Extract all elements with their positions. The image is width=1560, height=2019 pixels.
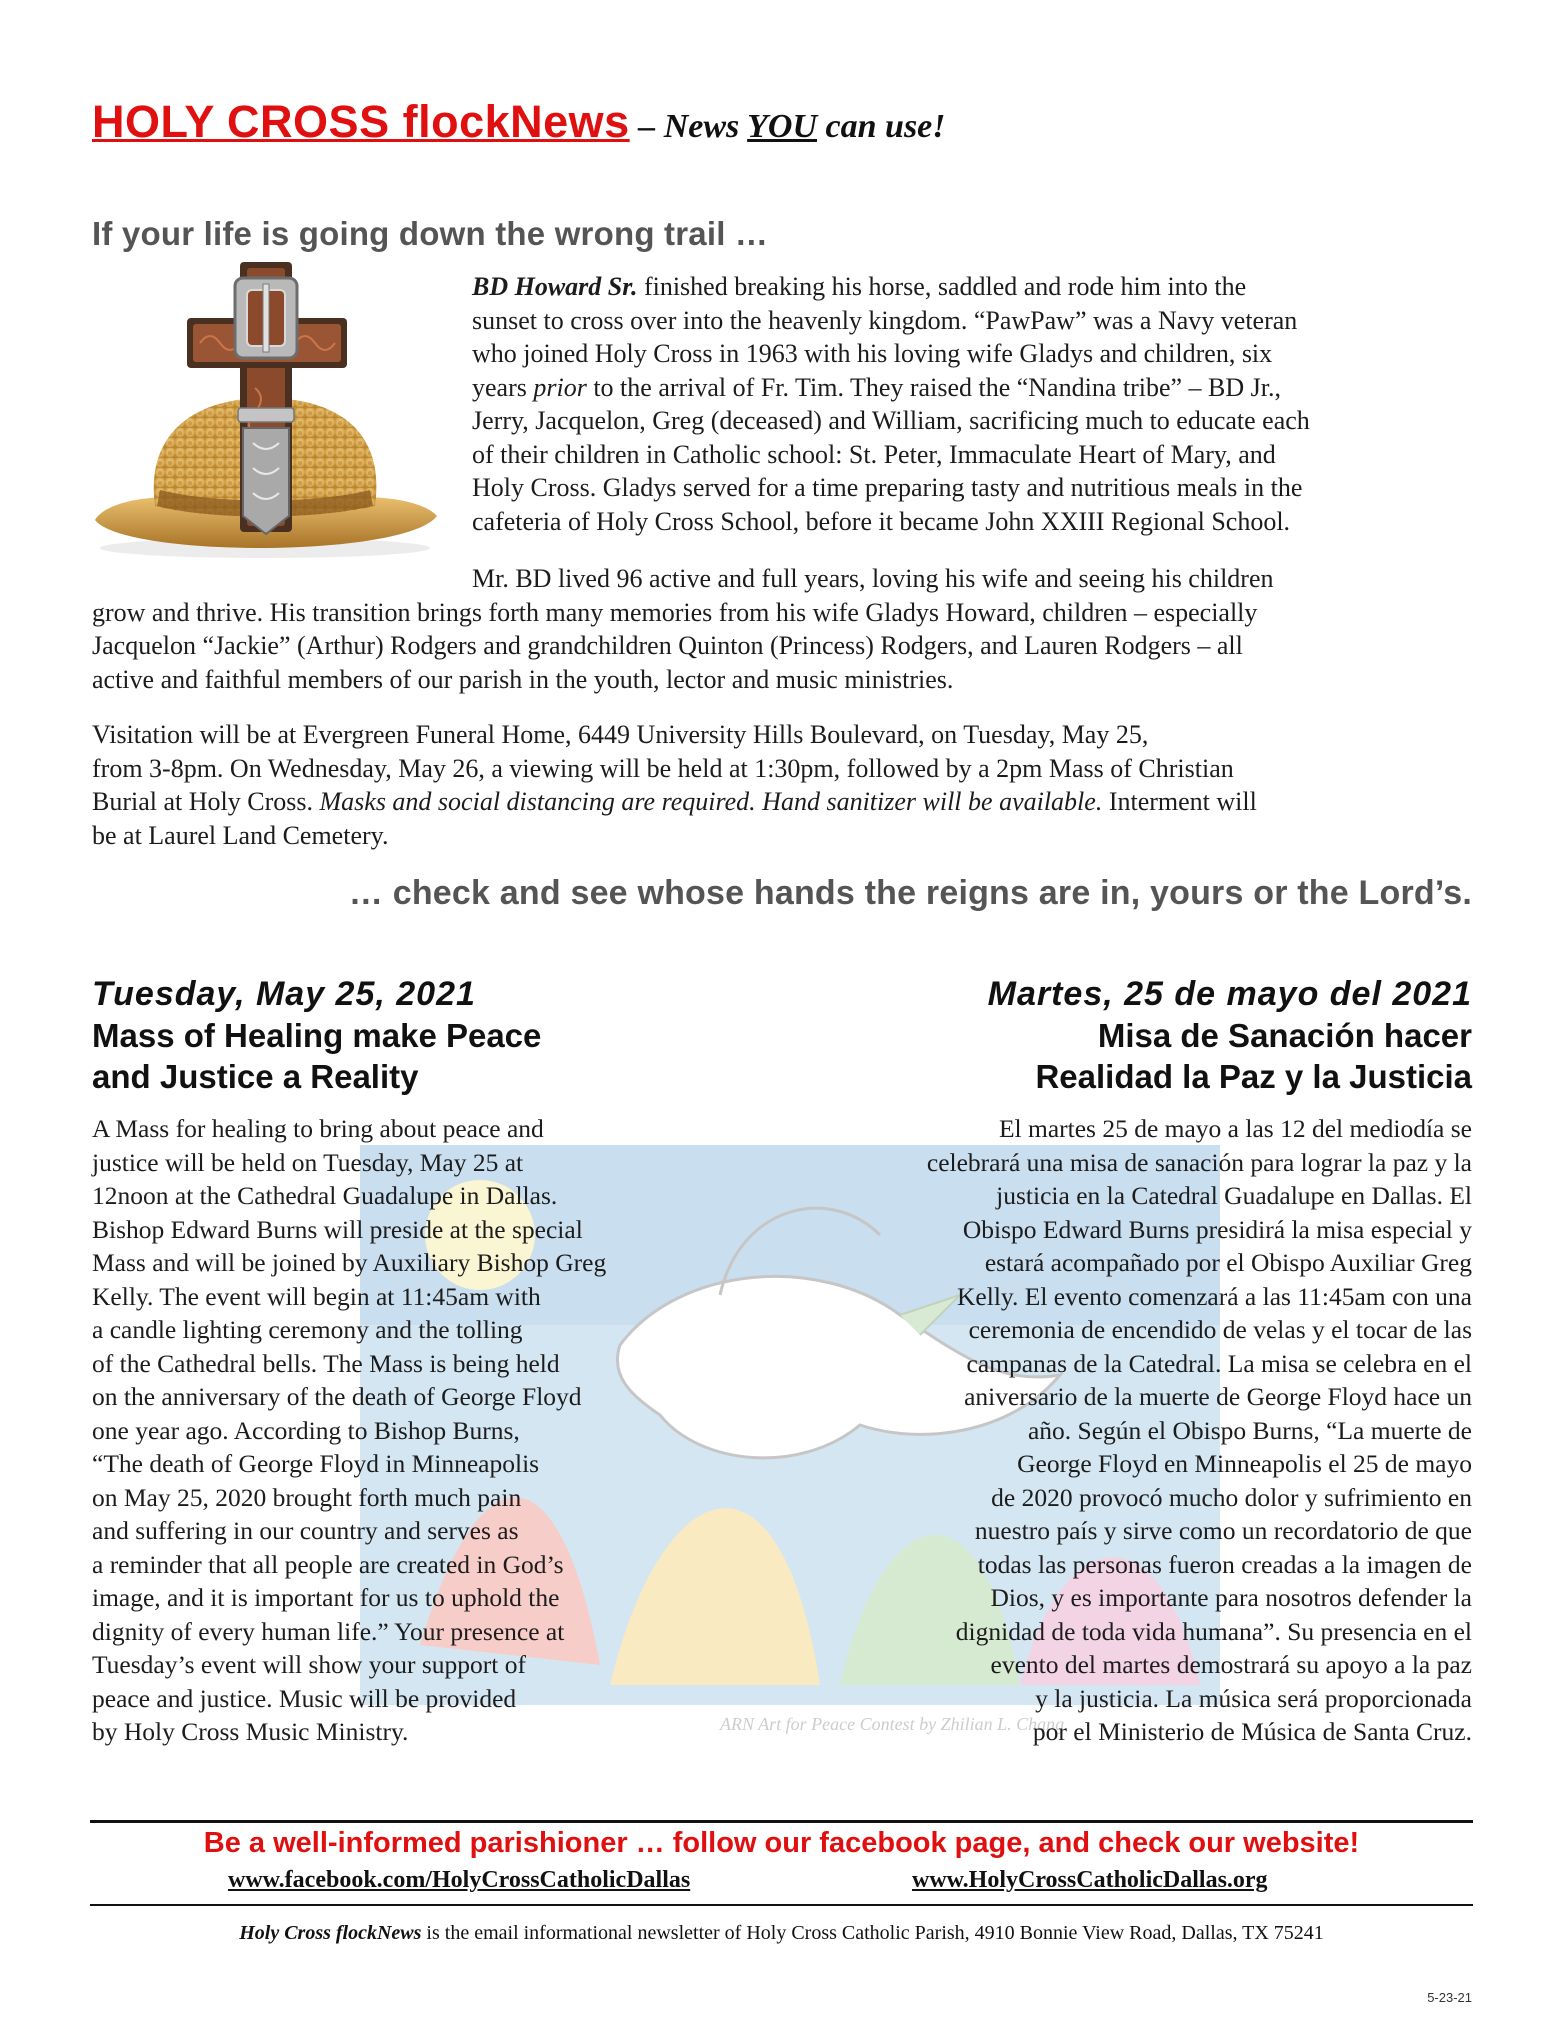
p3-italic-notice: Masks and social distancing are required. Hand sanitizer will be available. bbox=[319, 787, 1103, 816]
footer-note bbox=[90, 1922, 1473, 1945]
spanish-body-line: Dios, y es importante para nosotros defender la bbox=[990, 1583, 1472, 1612]
spanish-body-line: evento del martes demostrará su apoyo a la paz bbox=[990, 1650, 1472, 1679]
spanish-body-line: Kelly. El evento comenzará a las 11:45am con una bbox=[957, 1281, 1472, 1311]
obituary-paragraph-2 bbox=[92, 562, 1482, 696]
p1-line: cafeteria of Holy Cross School, before it became John XXIII Regional School. bbox=[472, 506, 1291, 536]
footer-top-rule bbox=[90, 1820, 1473, 1823]
english-date: Tuesday, May 25, 2021 bbox=[92, 975, 476, 1013]
p1-line: Holy Cross. Gladys served for a time preparing tasty and nutritious meals in the bbox=[472, 473, 1303, 502]
footer-call-to-action: Be a well-informed parishioner … follow our facebook page, and check our website! bbox=[203, 1827, 1360, 1859]
article-closing: … check and see whose hands the reigns are in, yours or the Lord’s. bbox=[348, 874, 1472, 912]
p2-line: grow and thrive. His transition brings forth many memories from his wife Gladys Howard, children – especially bbox=[92, 597, 1258, 627]
p3-line: Interment will bbox=[1102, 787, 1257, 816]
visitation-paragraph bbox=[92, 718, 1482, 852]
p3-line: Burial at Holy Cross. bbox=[92, 787, 320, 816]
english-body-line: image, and it is important for us to uphold the bbox=[92, 1583, 560, 1612]
english-body-line: Bishop Edward Burns will preside at the special bbox=[92, 1214, 583, 1244]
english-body bbox=[92, 1112, 606, 1749]
spanish-body-line: George Floyd en Minneapolis el 25 de mayo bbox=[1017, 1449, 1472, 1478]
english-body-line: A Mass for healing to bring about peace and bbox=[92, 1114, 544, 1143]
footer-note-text: is the email informational newsletter of Holy Cross Catholic Parish, 4910 Bonnie View Road, Dallas, TX 75241 bbox=[421, 1922, 1324, 1944]
spanish-body-line: año. Según el Obispo Burns, “La muerte de bbox=[1027, 1415, 1472, 1445]
article-headline: If your life is going down the wrong trail … bbox=[92, 215, 769, 252]
spanish-title-line: Realidad la Paz y la Justicia bbox=[1035, 1058, 1472, 1095]
p3-line: Visitation will be at Evergreen Funeral Home, 6449 University Hills Boulevard, on Tuesday, May 25, bbox=[92, 720, 1149, 749]
english-body-line: and suffering in our country and serves as bbox=[92, 1516, 519, 1545]
tagline bbox=[630, 108, 946, 145]
p2-line: Jacquelon “Jackie” (Arthur) Rodgers and grandchildren Quinton (Princess) Rodgers, and Lauren Rodgers – all bbox=[92, 631, 1243, 660]
p1-line: sunset to cross over into the heavenly kingdom. “PawPaw” was a Navy veteran bbox=[472, 305, 1298, 335]
p1-line: who joined Holy Cross in 1963 with his loving wife Gladys and children, six bbox=[472, 339, 1273, 368]
english-body-line: on the anniversary of the death of George Floyd bbox=[92, 1382, 582, 1411]
p1-line: to the arrival of Fr. Tim. They raised the “Nandina tribe” – BD Jr., bbox=[586, 372, 1282, 402]
english-body-line: of the Cathedral bells. The Mass is being held bbox=[92, 1348, 560, 1378]
spanish-body-line: dignidad de toda vida humana”. Su presencia en el bbox=[955, 1616, 1472, 1646]
art-caption: ARN Art for Peace Contest by Zhilian L. Chang bbox=[720, 1714, 1065, 1734]
english-body-line: on May 25, 2020 brought forth much pain bbox=[92, 1482, 522, 1512]
spanish-body bbox=[927, 1112, 1472, 1749]
obituary-paragraph-1 bbox=[472, 270, 1472, 538]
english-body-line: a reminder that all people are created in God’s bbox=[92, 1549, 564, 1579]
masthead bbox=[92, 96, 946, 148]
tagline-pre: – News bbox=[629, 108, 748, 145]
p1-line: Jerry, Jacquelon, Greg (deceased) and William, sacrificing much to educate each bbox=[472, 406, 1310, 435]
english-body-line: justice will be held on Tuesday, May 25 at bbox=[92, 1147, 524, 1177]
p3-line: be at Laurel Land Cemetery. bbox=[92, 820, 389, 850]
p1-line: of their children in Catholic school: St. Peter, Immaculate Heart of Mary, and bbox=[472, 439, 1276, 469]
facebook-link[interactable]: www.facebook.com/HolyCrossCatholicDallas bbox=[228, 1867, 691, 1893]
english-body-line: “The death of George Floyd in Minneapolis bbox=[92, 1449, 540, 1478]
spanish-body-line: celebrará una misa de sanación para lograr la paz y la bbox=[926, 1147, 1472, 1177]
english-body-line: 12noon at the Cathedral Guadalupe in Dallas. bbox=[92, 1181, 558, 1210]
english-body-line: peace and justice. Music will be provided bbox=[92, 1683, 517, 1713]
spanish-body-line: por el Ministerio de Música de Santa Cruz. bbox=[1032, 1717, 1472, 1746]
spanish-body-line: y la justicia. La música será proporcionada bbox=[1035, 1683, 1472, 1713]
spanish-date: Martes, 25 de mayo del 2021 bbox=[987, 975, 1472, 1013]
p2-line: active and faithful members of our parish in the youth, lector and music ministries. bbox=[92, 664, 954, 694]
english-body-line: a candle lighting ceremony and the tolling bbox=[92, 1315, 523, 1344]
english-body-line: Tuesday’s event will show your support of bbox=[92, 1650, 526, 1679]
english-body-line: dignity of every human life.” Your presence at bbox=[92, 1616, 565, 1646]
spanish-body-line: justicia en la Catedral Guadalupe en Dallas. El bbox=[996, 1181, 1472, 1210]
spanish-body-line: de 2020 provocó mucho dolor y sufrimiento en bbox=[991, 1482, 1472, 1512]
website-link[interactable]: www.HolyCrossCatholicDallas.org bbox=[912, 1867, 1268, 1893]
english-title bbox=[92, 1015, 541, 1097]
p1-line: finished breaking his horse, saddled and rode him into the bbox=[637, 272, 1247, 301]
english-body-line: one year ago. According to Bishop Burns, bbox=[92, 1415, 520, 1445]
tagline-post: can use! bbox=[817, 108, 946, 145]
p3-line: from 3-8pm. On Wednesday, May 26, a viewing will be held at 1:30pm, followed by a 2pm Mass of Christian bbox=[92, 753, 1234, 783]
spanish-body-line: estará acompañado por el Obispo Auxiliar Greg bbox=[984, 1248, 1472, 1277]
spanish-body-line: nuestro país y sirve como un recordatorio de que bbox=[974, 1516, 1472, 1545]
spanish-body-line: campanas de la Catedral. La misa se celebra en el bbox=[966, 1348, 1472, 1378]
english-title-line: Mass of Healing make Peace bbox=[92, 1017, 542, 1054]
spanish-title-line: Misa de Sanación hacer bbox=[1097, 1017, 1472, 1054]
p1-italic-prior: prior bbox=[533, 372, 587, 402]
spanish-body-line: aniversario de la muerte de George Floyd hace un bbox=[964, 1382, 1472, 1411]
cross-on-hat-picture bbox=[85, 258, 445, 563]
spanish-body-line: Obispo Edward Burns presidirá la misa especial y bbox=[962, 1214, 1472, 1244]
english-body-line: by Holy Cross Music Ministry. bbox=[92, 1717, 409, 1746]
obituary-name: BD Howard Sr. bbox=[472, 272, 638, 301]
tagline-you: YOU bbox=[747, 108, 818, 145]
footer-note-brand: Holy Cross flockNews bbox=[239, 1922, 422, 1944]
spanish-body-line: todas las personas fueron creadas a la imagen de bbox=[977, 1549, 1472, 1579]
footer-bottom-rule bbox=[90, 1904, 1473, 1906]
p2-line: Mr. BD lived 96 active and full years, loving his wife and seeing his children bbox=[472, 564, 1274, 593]
english-body-line: Mass and will be joined by Auxiliary Bishop Greg bbox=[92, 1248, 607, 1277]
spanish-title bbox=[1035, 1015, 1472, 1097]
english-title-line: and Justice a Reality bbox=[92, 1058, 419, 1095]
p1-line: years bbox=[472, 372, 534, 402]
spanish-body-line: ceremonia de encendido de velas y el tocar de las bbox=[968, 1315, 1472, 1344]
spanish-body-line: El martes 25 de mayo a las 12 del mediodía se bbox=[998, 1114, 1472, 1143]
newsletter-brand: HOLY CROSS flockNews bbox=[92, 96, 630, 147]
english-body-line: Kelly. The event will begin at 11:45am with bbox=[92, 1281, 541, 1311]
date-stamp: 5-23-21 bbox=[1427, 1990, 1472, 2005]
